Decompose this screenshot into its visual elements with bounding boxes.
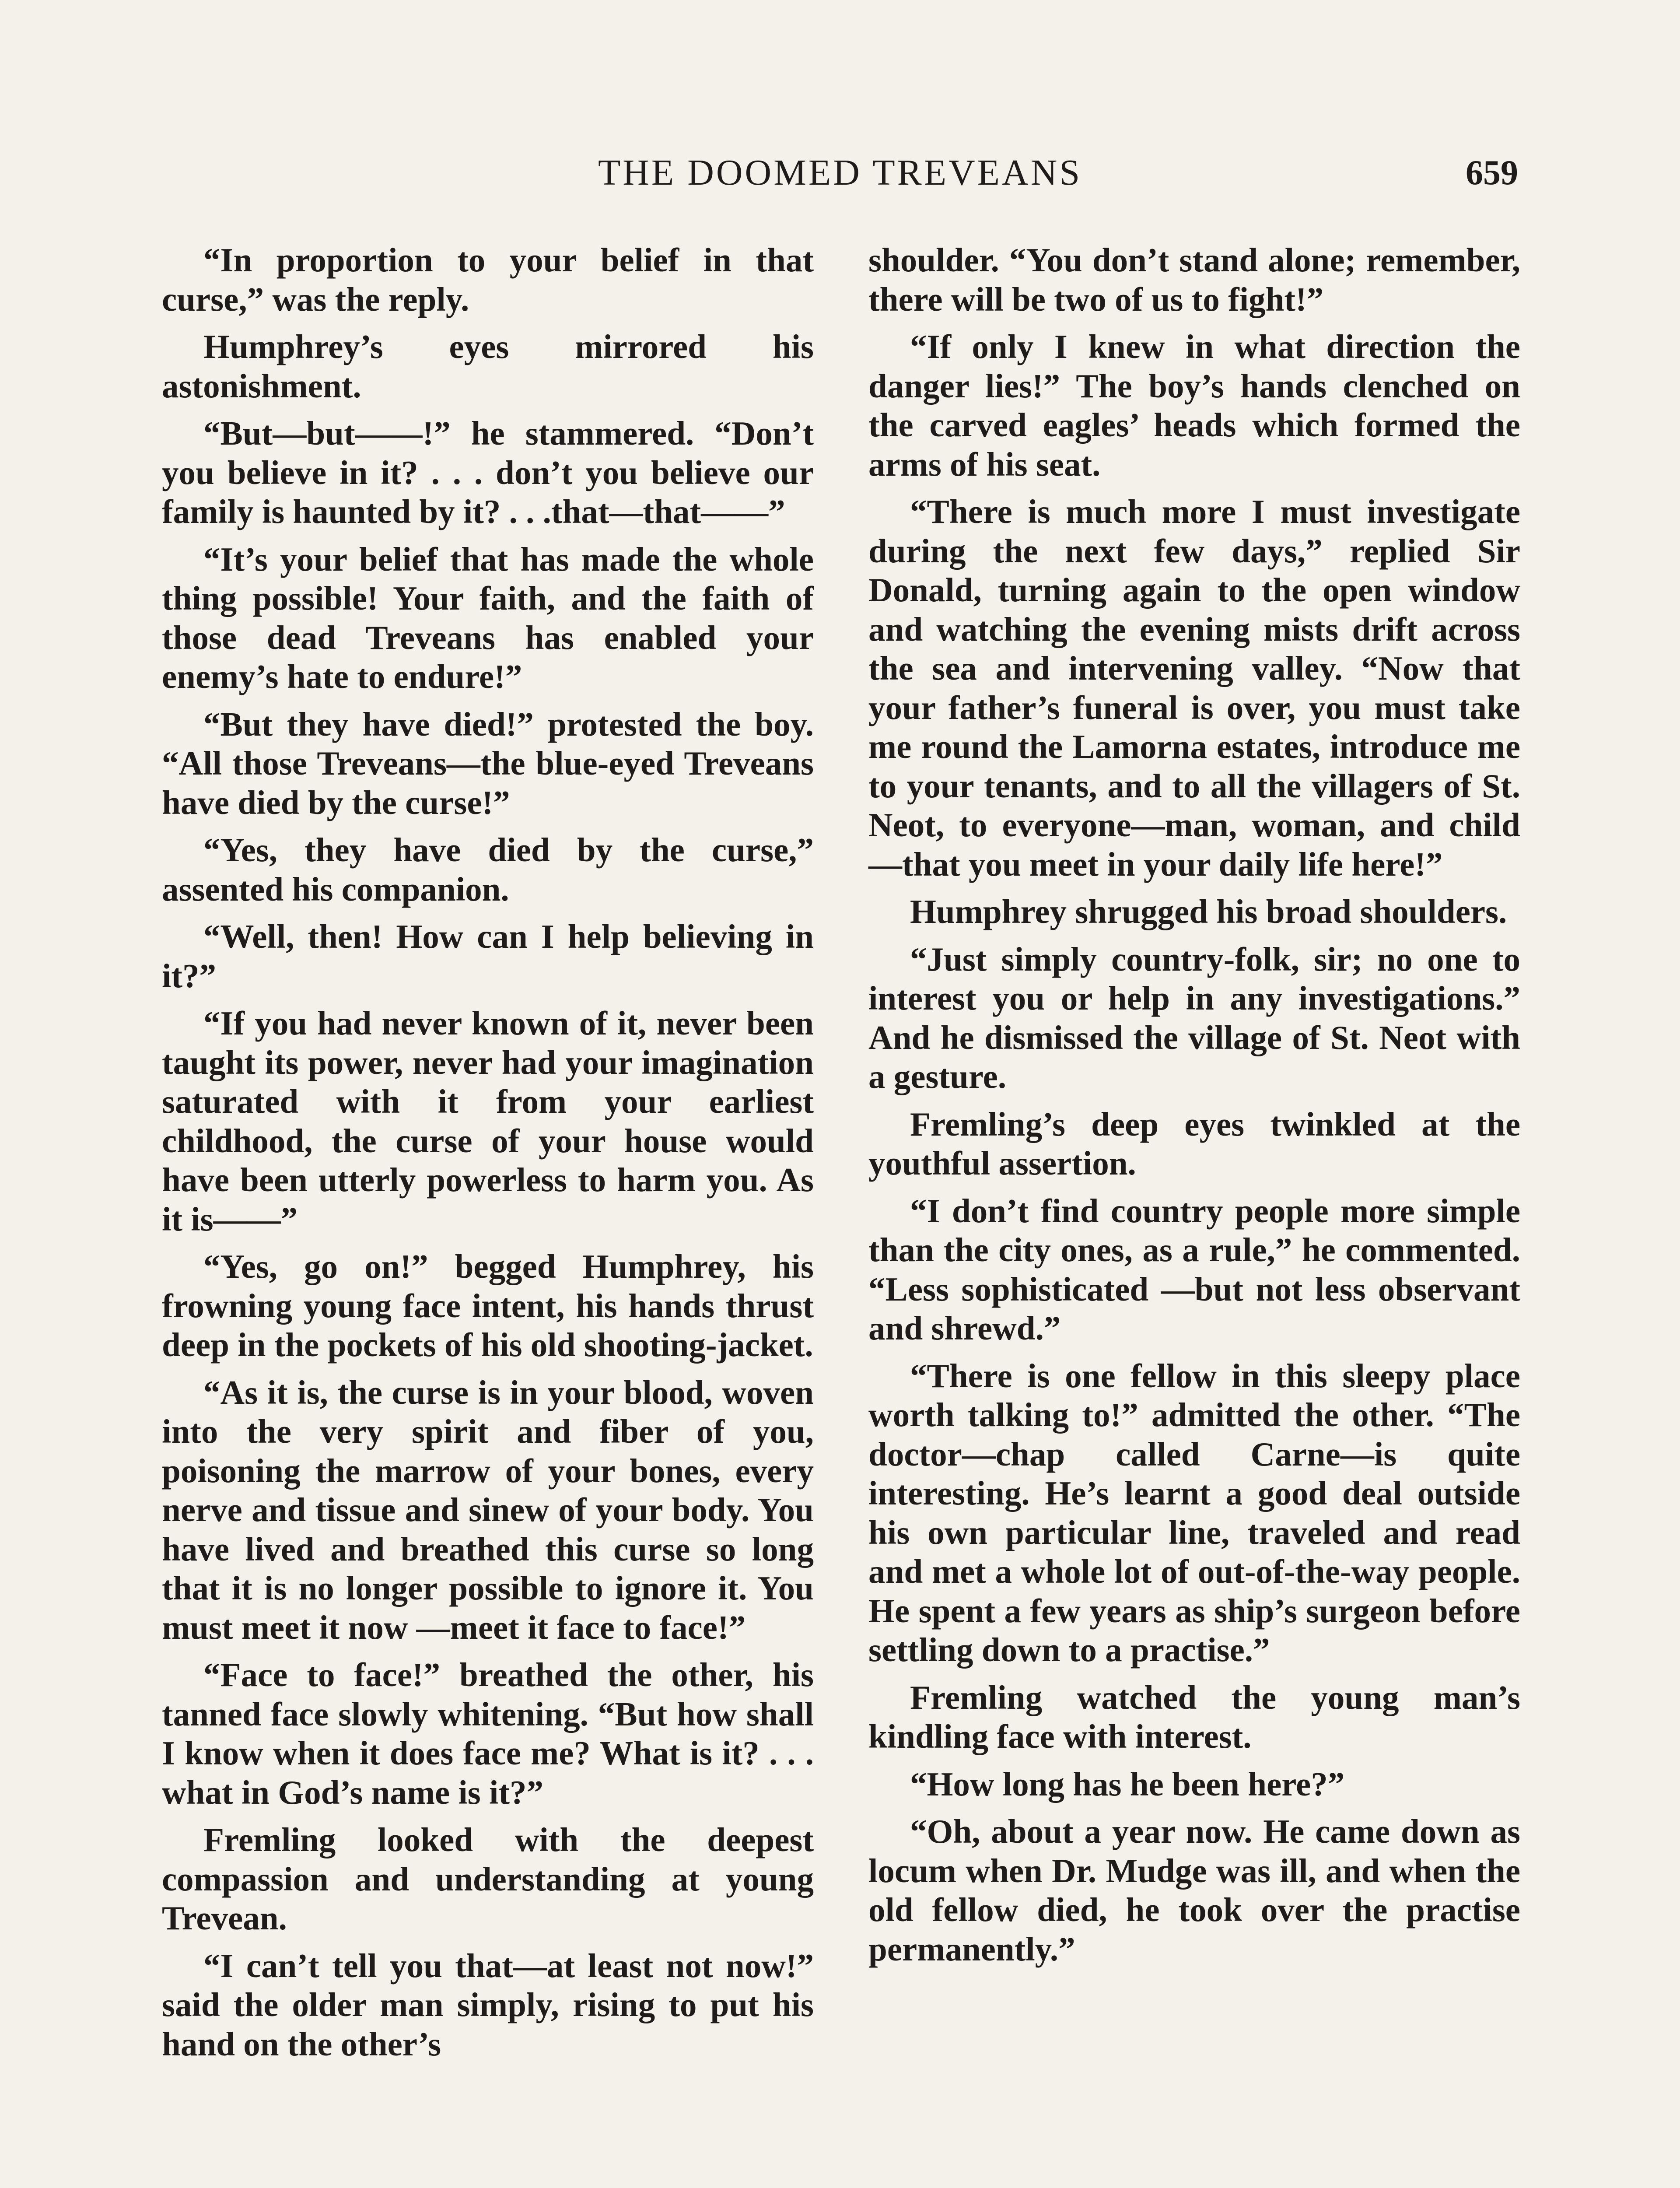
paragraph: Humphrey shrugged his broad shoulders.	[910, 893, 1507, 930]
paragraph: “There is one fellow in this sleepy place worth talking to!” admitted the other. “The doctor—chap called Carne—is quite interesting. He’s learnt a good deal outside his own particular line, traveled and read and met a whole lot of out-of-the-way people. He spent a few years as ship’s surgeon before settling down to a practise.”	[868, 1357, 1520, 1669]
paragraph: “I don’t find country people more simple than the city ones, as a rule,” he commented. “Less sophisticated —but not less observant and shrewd.”	[868, 1192, 1520, 1347]
page-number: 659	[1466, 154, 1518, 192]
paragraph: “But they have died!” protested the boy. “All those Treveans—the blue-eyed Treveans have died by the curse!”	[162, 705, 814, 821]
paragraph: “Yes, they have died by the curse,” assented his companion.	[162, 831, 814, 908]
paragraph: “There is much more I must investigate during the next few days,” replied Sir Donald, turning again to the open window and watching the evening mists drift across the sea and intervening valley. “Now that your father’s funeral is over, you must take me round the Lamorna estates, introduce me to your tenants, and to all the villagers of St. Neot, to everyone—man, woman, and child—that you meet in your daily life here!”	[868, 493, 1520, 883]
right-column	[868, 241, 1520, 1969]
page-header	[162, 144, 1518, 201]
paragraph: Fremling’s deep eyes twinkled at the youthful assertion.	[868, 1105, 1520, 1182]
paragraph: “How long has he been here?”	[910, 1765, 1345, 1803]
paragraph: “Well, then! How can I help believing in it?”	[162, 918, 814, 995]
paragraph: Humphrey’s eyes mirrored his astonishment.	[162, 328, 814, 405]
paragraph-continued: shoulder. “You don’t stand alone; remember, there will be two of us to fight!”	[868, 241, 1520, 318]
paragraph: “But—but——!” he stammered. “Don’t you believe in it? . . . don’t you believe our family is haunted by it? . . .that—that——”	[162, 414, 814, 530]
left-column	[162, 241, 814, 2064]
paragraph: “As it is, the curse is in your blood, woven into the very spirit and fiber of you, poisoning the marrow of your bones, every nerve and tissue and sinew of your body. You have lived and breathed this curse so long that it is no longer possible to ignore it. You must meet it now —meet it face to face!”	[162, 1373, 814, 1646]
paragraph: “If you had never known of it, never been taught its power, never had your imagination saturated with it from your earliest childhood, the curse of your house would have been utterly powerless to harm you. As it is——”	[162, 1004, 814, 1238]
paragraph: “I can’t tell you that—at least not now!” said the older man simply, rising to put his hand on the other’s	[162, 1946, 814, 2063]
running-title: THE DOOMED TREVEANS	[598, 152, 1082, 193]
paragraph: Fremling looked with the deepest compassion and understanding at young Trevean.	[162, 1821, 814, 1937]
paragraph: “Just simply country-folk, sir; no one to interest you or help in any investigations.” And he dismissed the village of St. Neot with a gesture.	[868, 940, 1520, 1095]
paragraph: “It’s your belief that has made the whole thing possible! Your faith, and the faith of those dead Treveans has enabled your enemy’s hate to endure!”	[162, 540, 814, 695]
paragraph: “Yes, go on!” begged Humphrey, his frowning young face intent, his hands thrust deep in the pockets of his old shooting-jacket.	[162, 1248, 814, 1364]
paragraph: “Oh, about a year now. He came down as locum when Dr. Mudge was ill, and when the old fellow died, he took over the practise permanently.”	[868, 1813, 1520, 1968]
paragraph: Fremling watched the young man’s kindling face with interest.	[868, 1678, 1520, 1755]
paragraph: “If only I knew in what direction the danger lies!” The boy’s hands clenched on the carved eagles’ heads which formed the arms of his seat.	[868, 328, 1520, 483]
paragraph: “In proportion to your belief in that curse,” was the reply.	[162, 241, 814, 318]
paragraph: “Face to face!” breathed the other, his tanned face slowly whitening. “But how shall I know when it does face me? What is it? . . . what in God’s name is it?”	[162, 1656, 814, 1811]
